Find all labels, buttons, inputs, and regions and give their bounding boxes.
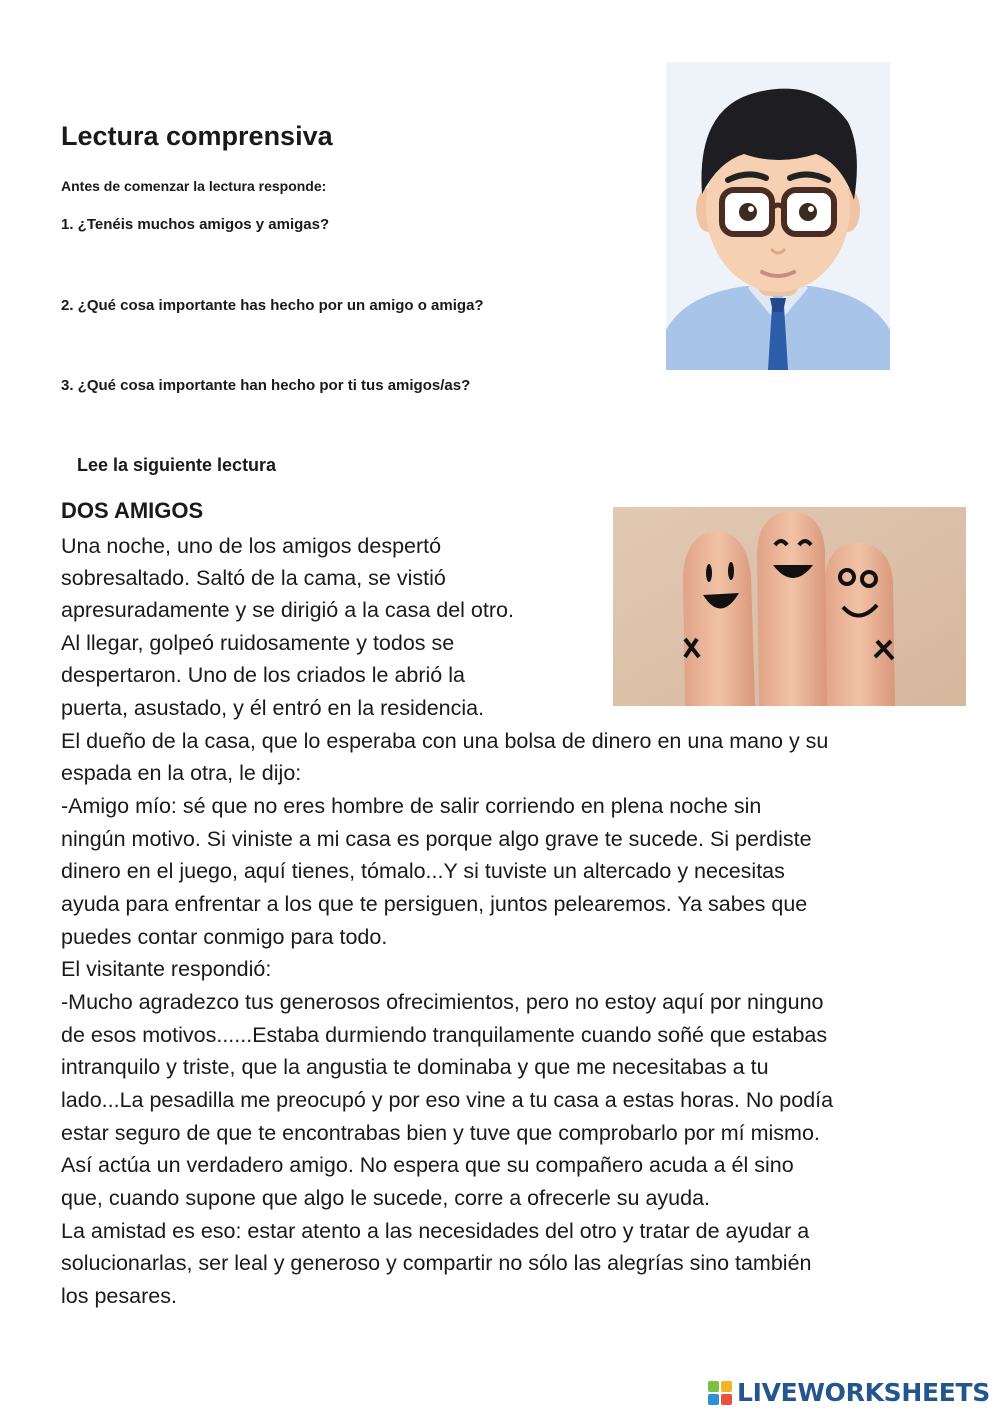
lws-badge-icon	[707, 1380, 733, 1406]
story-line: puerta, asustado, y él entró en la residencia.	[61, 696, 485, 720]
story-line: despertaron. Uno de los criados le abrió la	[61, 663, 465, 687]
story-line: Una noche, uno de los amigos despertó	[61, 534, 442, 558]
story-line: lado...La pesadilla me preocupó y por eso vine a tu casa a estas horas. No podía	[61, 1088, 834, 1112]
story-line: estar seguro de que te encontrabas bien y tuve que comprobarlo por mí mismo.	[61, 1121, 820, 1145]
story-line: los pesares.	[61, 1284, 177, 1308]
question-1: 1. ¿Tenéis muchos amigos y amigas?	[61, 216, 330, 233]
story-line: espada en la otra, le dijo:	[61, 761, 302, 785]
story-line: de esos motivos......Estaba durmiendo tranquilamente cuando soñé que estabas	[61, 1023, 828, 1047]
story-line: que, cuando supone que algo le sucede, corre a ofrecerle su ayuda.	[61, 1186, 711, 1210]
liveworksheets-logo	[707, 1378, 990, 1407]
story-line: apresuradamente y se dirigió a la casa del otro.	[61, 598, 514, 622]
story-title: DOS AMIGOS	[61, 498, 204, 523]
question-2: 2. ¿Qué cosa importante has hecho por un amigo o amiga?	[61, 297, 484, 314]
question-3: 3. ¿Qué cosa importante han hecho por ti tus amigos/as?	[61, 377, 471, 394]
story-line: puedes contar conmigo para todo.	[61, 925, 388, 949]
story-line: -Amigo mío: sé que no eres hombre de salir corriendo en plena noche sin	[61, 794, 762, 818]
story-line: El dueño de la casa, que lo esperaba con una bolsa de dinero en una mano y su	[61, 729, 829, 753]
story-line: Así actúa un verdadero amigo. No espera que su compañero acuda a él sino	[61, 1153, 794, 1177]
avatar-image	[666, 62, 890, 370]
story-line: ayuda para enfrentar a los que te persiguen, juntos pelearemos. Ya sabes que	[61, 892, 808, 916]
fingers-image	[613, 507, 966, 706]
story-line: ningún motivo. Si viniste a mi casa es porque algo grave te sucede. Si perdiste	[61, 827, 812, 851]
story-line: solucionarlas, ser leal y generoso y compartir no sólo las alegrías sino también	[61, 1251, 812, 1275]
page-title: Lectura comprensiva	[61, 121, 333, 151]
story-line: dinero en el juego, aquí tienes, tómalo...Y si tuviste un altercado y necesitas	[61, 859, 785, 883]
intro-text: Antes de comenzar la lectura responde:	[61, 178, 327, 194]
story-line: intranquilo y triste, que la angustia te dominaba y que me necesitabas a tu	[61, 1055, 769, 1079]
story-line: La amistad es eso: estar atento a las necesidades del otro y tratar de ayudar a	[61, 1219, 810, 1243]
story-line: Al llegar, golpeó ruidosamente y todos se	[61, 631, 455, 655]
reading-instruction: Lee la siguiente lectura	[77, 455, 277, 475]
logo-text: LIVEWORKSHEETS	[736, 1378, 990, 1407]
story-line: -Mucho agradezco tus generosos ofrecimientos, pero no estoy aquí por ninguno	[61, 990, 824, 1014]
story-line: El visitante respondió:	[61, 957, 272, 981]
story-line: sobresaltado. Saltó de la cama, se vistió	[61, 566, 446, 590]
